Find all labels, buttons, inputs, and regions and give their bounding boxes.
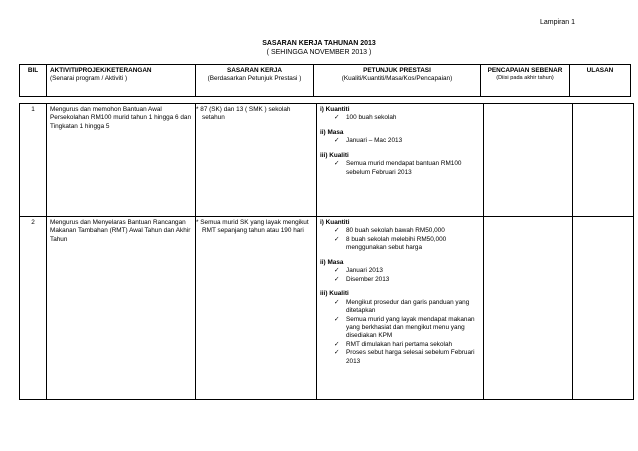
- header-pencapaian-sub: (Diisi pada akhir tahun): [496, 75, 554, 82]
- row-bil: 2: [20, 217, 47, 400]
- header-pencapaian-title: PENCAPAIAN SEBENAR: [487, 67, 563, 74]
- header-aktiviti-sub: (Senarai program / Aktiviti ): [50, 75, 128, 83]
- header-aktiviti: [47, 65, 196, 97]
- kuantiti-label: i) Kuantiti: [320, 219, 350, 226]
- kualiti-group: [320, 152, 480, 177]
- kualiti-label: iii) Kualiti: [320, 151, 349, 159]
- header-petunjuk-title: PETUNJUK PRESTASI: [363, 67, 431, 74]
- row-sasaran: * 87 (SK) dan 13 ( SMK ) sekolah setahun: [196, 104, 317, 217]
- row-pencapaian: [484, 104, 573, 217]
- row-bil: 1: [20, 104, 47, 217]
- list-item: ✓ Disember 2013: [334, 276, 480, 284]
- header-sasaran: [196, 65, 314, 97]
- row-sasaran: * Semua murid SK yang layak mengikut RMT sepanjang tahun atau 190 hari: [196, 217, 317, 400]
- list-item: ✓ Semua murid yang layak mendapat makanan yang berkhasiat dan mengikut menu yang disediakan KPM: [334, 316, 480, 341]
- page-subtitle: ( SEHINGGA NOVEMBER 2013 ): [266, 49, 372, 56]
- row-ulasan: [573, 217, 634, 400]
- lampiran-label: Lampiran 1: [540, 19, 576, 26]
- header-aktiviti-title: AKTIVITI/PROJEK/KETERANGAN: [50, 67, 152, 74]
- list-item: ✓ Januari – Mac 2013: [334, 137, 480, 145]
- masa-label: ii) Masa: [320, 128, 344, 136]
- kuantiti-group: [320, 219, 480, 253]
- header-petunjuk-sub: (Kualiti/Kuantiti/Masa/Kos/Pencapaian): [341, 75, 453, 83]
- kuantiti-list: [320, 227, 480, 252]
- header-row: [20, 65, 631, 97]
- kualiti-list: [320, 299, 480, 367]
- masa-list: [320, 137, 480, 145]
- page-title: SASARAN KERJA TAHUNAN 2013: [262, 40, 376, 47]
- kualiti-label: iii) Kualiti: [320, 290, 349, 298]
- row-aktiviti: Mengurus dan memohon Bantuan Awal Persekolahan RM100 murid tahun 1 hingga 6 dan Tingkatan 1 hingga 5: [47, 104, 196, 217]
- list-item: ✓ Semua murid mendapat bantuan RM100 sebelum Februari 2013: [334, 160, 480, 177]
- kuantiti-list: [320, 114, 480, 122]
- masa-group: [320, 129, 480, 146]
- list-item: ✓ 80 buah sekolah bawah RM50,000: [334, 227, 480, 235]
- row-pencapaian: [484, 217, 573, 400]
- header-bil: BIL: [20, 65, 47, 97]
- list-item: ✓ Januari 2013: [334, 267, 480, 275]
- list-item: ✓ Proses sebut harga selesai sebelum Februari 2013: [334, 349, 480, 366]
- kuantiti-label: i) Kuantiti: [320, 106, 350, 113]
- list-item: ✓ 100 buah sekolah: [334, 114, 480, 122]
- header-pencapaian: [481, 65, 570, 97]
- list-item: ✓ RMT dimulakan hari pertama sekolah: [334, 341, 480, 349]
- row-aktiviti: Mengurus dan Menyelaras Bantuan Rancangan Makanan Tambahan (RMT) Awal Tahun dan Akhir Tahun: [47, 217, 196, 400]
- row-petunjuk: [317, 104, 484, 217]
- content-table: [19, 103, 634, 400]
- kuantiti-group: [320, 106, 480, 123]
- table-row: [20, 104, 634, 217]
- masa-group: [320, 259, 480, 284]
- masa-label: ii) Masa: [320, 258, 344, 266]
- header-ulasan: ULASAN: [570, 65, 631, 97]
- list-item: ✓ 8 buah sekolah melebihi RM50,000 menggunakan sebut harga: [334, 236, 480, 253]
- masa-list: [320, 267, 480, 284]
- list-item: ✓ Mengikut prosedur dan garis panduan yang ditetapkan: [334, 299, 480, 316]
- header-sasaran-sub: (Berdasarkan Petunjuk Prestasi ): [207, 75, 302, 83]
- table-row: [20, 217, 634, 400]
- kualiti-group: [320, 290, 480, 366]
- header-petunjuk: [314, 65, 481, 97]
- header-table: [19, 64, 631, 97]
- row-petunjuk: [317, 217, 484, 400]
- header-sasaran-title: SASARAN KERJA: [226, 67, 283, 74]
- row-ulasan: [573, 104, 634, 217]
- kualiti-list: [320, 160, 480, 177]
